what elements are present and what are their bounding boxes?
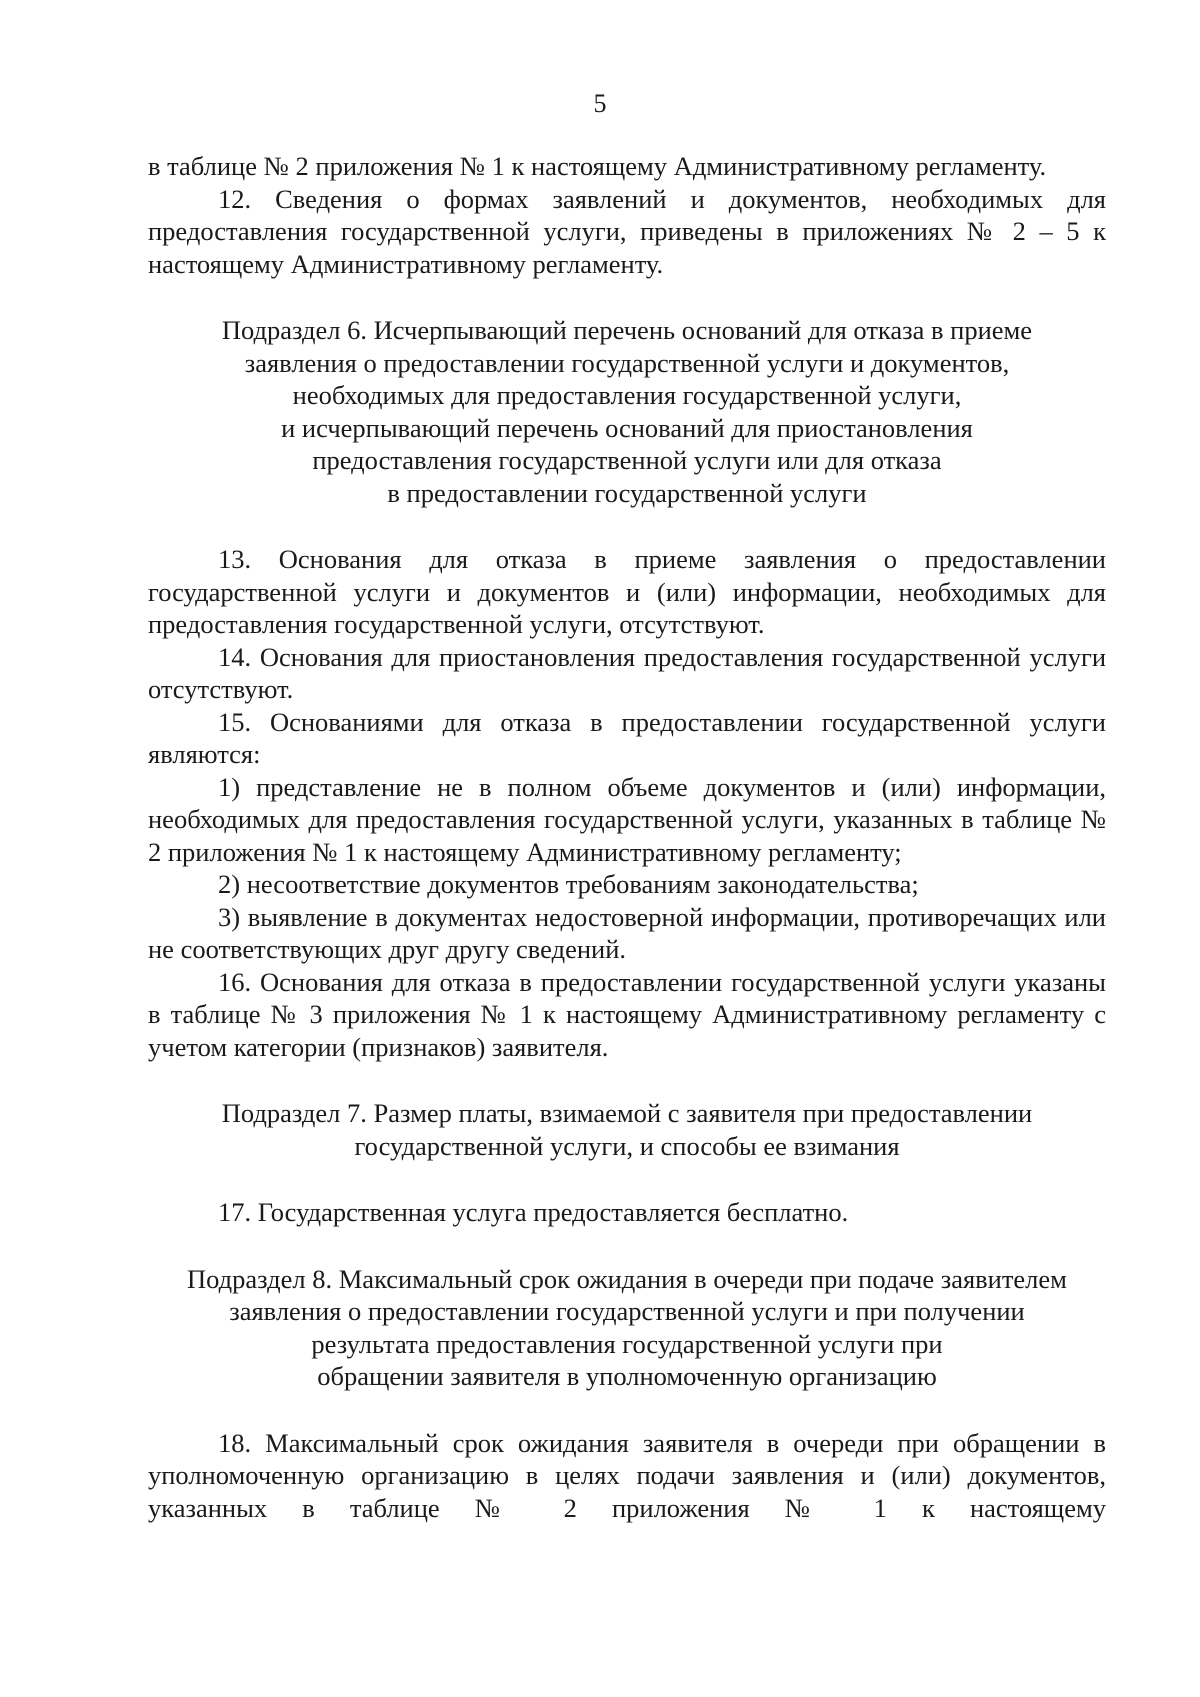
paragraph-15: 15. Основаниями для отказа в предоставлении государственной услуги являются: (148, 706, 1106, 769)
subsection-6-heading (148, 314, 1106, 509)
heading-line: результата предоставления государственной услуги при (311, 1328, 943, 1359)
paragraph-16: 16. Основания для отказа в предоставлении государственной услуги указаны в таблице № 3 приложения № 1 к настоящему Административному регламенту с учетом категории (признаков) заявителя. (148, 966, 1106, 1062)
heading-line: Подраздел 8. Максимальный срок ожидания в очереди при подаче заявителем (187, 1263, 1067, 1294)
paragraph-14: 14. Основания для приостановления предоставления государственной услуги отсутствуют. (148, 641, 1106, 704)
heading-line: в предоставлении государственной услуги (387, 477, 867, 508)
paragraph-13: 13. Основания для отказа в приеме заявления о предоставлении государственной услуги и документов и (или) информации, необходимых для предоставления государственной услуги, отсутствуют. (148, 544, 1106, 639)
heading-line: и исчерпывающий перечень оснований для приостановления (281, 412, 973, 443)
subsection-8-heading (148, 1263, 1106, 1393)
paragraph-continuation: в таблице № 2 приложения № 1 к настоящему Административному регламенту. (148, 151, 1047, 181)
heading-line: государственной услуги, и способы ее взимания (354, 1130, 900, 1161)
paragraph-15-item-1: 1) представление не в полном объеме документов и (или) информации, необходимых для предоставления государственной услуги, указанных в таблице № 2 приложения № 1 к настоящему Административному регламенту; (148, 771, 1106, 867)
heading-line: предоставления государственной услуги или для отказа (312, 445, 942, 475)
paragraph-18: 18. Максимальный срок ожидания заявителя в очереди при обращении в уполномоченную организацию в целях подачи заявления и (или) документов, указанных в таблице № 2 приложения № 1 к настоящему (148, 1427, 1106, 1523)
subsection-7-heading (148, 1097, 1106, 1162)
heading-line: необходимых для предоставления государственной услуги, (292, 380, 962, 410)
heading-line: Подраздел 7. Размер платы, взимаемой с заявителя при предоставлении (221, 1098, 1033, 1128)
heading-line: Подраздел 6. Исчерпывающий перечень оснований для отказа в приеме (221, 315, 1033, 345)
heading-line: заявления о предоставлении государственной услуги и при получении (229, 1296, 1025, 1326)
paragraph-15-item-3: 3) выявление в документах недостоверной информации, противоречащих или не соответствующих друг другу сведений. (148, 901, 1106, 964)
paragraph-17: 17. Государственная услуга предоставляется бесплатно. (218, 1197, 849, 1227)
heading-line: заявления о предоставлении государственной услуги и документов, (244, 347, 1010, 378)
paragraph-12: 12. Сведения о формах заявлений и документов, необходимых для предоставления государственной услуги, приведены в приложениях № 2 – 5 к настоящему Административному регламенту. (148, 183, 1106, 279)
document-body (148, 150, 1106, 1524)
heading-line: обращении заявителя в уполномоченную организацию (317, 1361, 937, 1391)
page-number: 5 (593, 89, 607, 118)
paragraph-15-item-2: 2) несоответствие документов требованиям законодательства; (218, 869, 919, 899)
